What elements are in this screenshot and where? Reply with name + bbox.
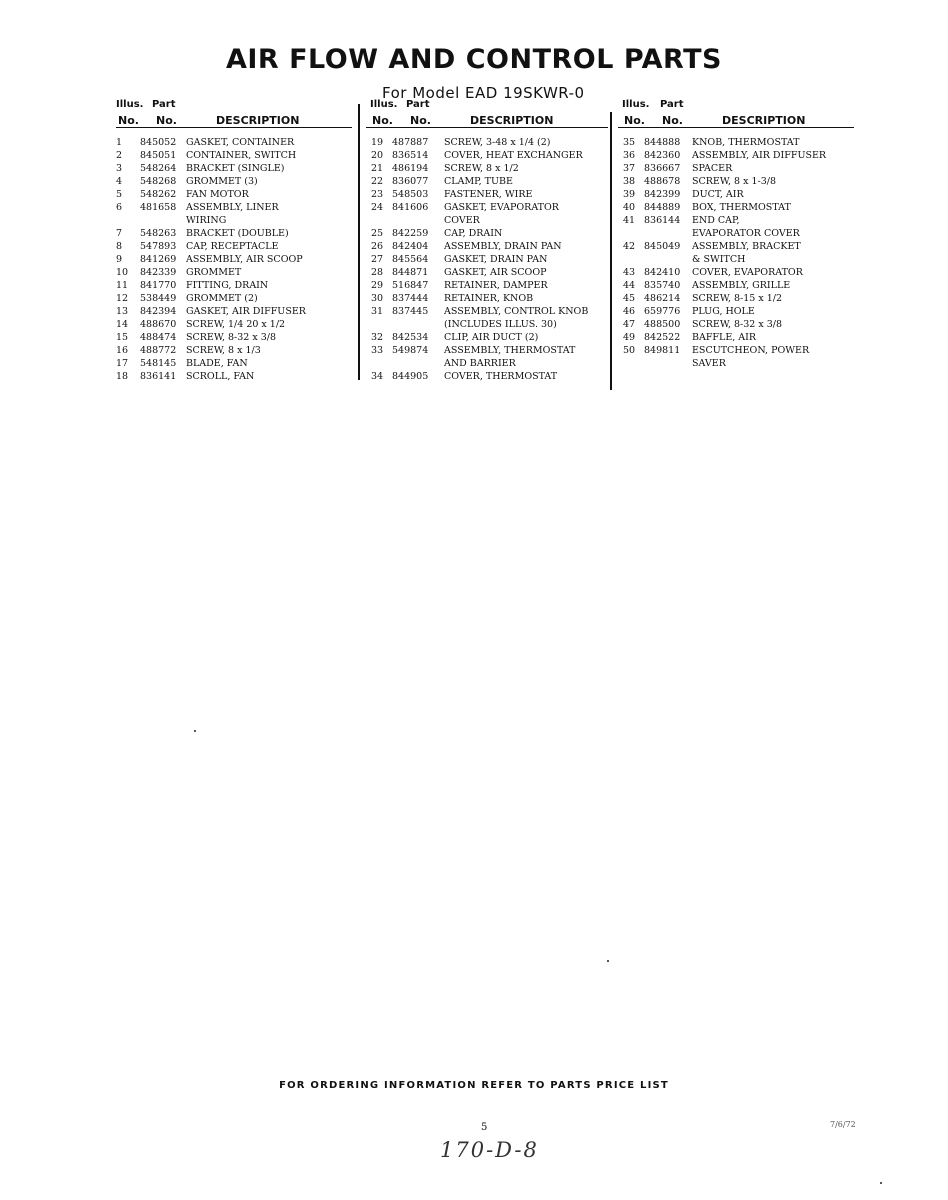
parts-row [366, 214, 608, 227]
parts-row [618, 279, 854, 292]
part-number: 845049 [644, 241, 681, 252]
part-number: 842360 [644, 150, 681, 161]
part-description: SCREW, 8-32 x 3/8 [186, 332, 277, 343]
part-description: GROMMET (3) [186, 176, 258, 187]
illus-number: 16 [116, 345, 129, 356]
part-description: CAP, RECEPTACLE [186, 241, 279, 252]
part-description: FAN MOTOR [186, 189, 249, 200]
scan-speck [194, 730, 196, 732]
parts-row [618, 188, 854, 201]
part-description: RETAINER, DAMPER [444, 280, 548, 291]
illus-number: 2 [116, 150, 123, 161]
part-description: ESCUTCHEON, POWER [692, 345, 810, 356]
part-number: 849811 [644, 345, 681, 356]
part-description: SCREW, 3-48 x 1/4 (2) [444, 137, 551, 148]
part-description: GASKET, CONTAINER [186, 137, 295, 148]
illus-header: Illus. [370, 99, 398, 110]
illus-number: 31 [370, 306, 384, 317]
page-number: 5 [481, 1122, 488, 1133]
part-description: CLIP, AIR DUCT (2) [444, 332, 539, 343]
part-description: SCREW, 8-32 x 3/8 [692, 319, 783, 330]
parts-row [618, 201, 854, 214]
parts-row [366, 188, 608, 201]
part-number: 842259 [392, 228, 429, 239]
parts-row [366, 266, 608, 279]
parts-row [618, 305, 854, 318]
part-number [388, 357, 444, 370]
part-number: 842404 [392, 241, 429, 252]
part-number: 842410 [644, 267, 681, 278]
part-description: GASKET, AIR SCOOP [444, 267, 547, 278]
description-header: DESCRIPTION [470, 114, 554, 127]
part-number: 486214 [644, 293, 681, 304]
illus-number: 50 [622, 345, 636, 356]
parts-row [366, 240, 608, 253]
model-subtitle: For Model EAD 19SKWR-0 [382, 84, 585, 102]
part-number: 538449 [140, 293, 177, 304]
illus-number: 9 [116, 254, 123, 265]
illus-number: 32 [370, 332, 384, 343]
part-number: 841770 [140, 280, 177, 291]
part-description: (INCLUDES ILLUS. 30) [444, 319, 557, 330]
part-number: 836077 [392, 176, 429, 187]
part-description: GROMMET (2) [186, 293, 258, 304]
description-header: DESCRIPTION [216, 114, 300, 127]
part-no-header: No. [662, 114, 683, 127]
column-divider-1 [358, 104, 360, 380]
part-description: COVER, THERMOSTAT [444, 371, 558, 382]
illus-number: 47 [622, 319, 636, 330]
part-number: 548268 [140, 176, 177, 187]
illus-number: 36 [622, 150, 636, 161]
illus-number: 29 [370, 280, 384, 291]
illus-number: 20 [370, 150, 384, 161]
part-number: 549874 [392, 345, 429, 356]
parts-row [116, 266, 352, 279]
illus-header: Illus. [116, 99, 144, 110]
parts-row [366, 292, 608, 305]
part-description: BOX, THERMOSTAT [692, 202, 791, 213]
part-number: 836144 [644, 215, 681, 226]
part-number: 836667 [644, 163, 681, 174]
part-description: DUCT, AIR [692, 189, 744, 200]
illus-number: 11 [116, 280, 129, 291]
parts-row [116, 188, 352, 201]
illus-number: 8 [116, 241, 123, 252]
illus-number: 44 [622, 280, 636, 291]
illus-number: 10 [116, 267, 129, 278]
illus-number: 26 [370, 241, 384, 252]
part-header: Part [660, 99, 684, 110]
part-description: ASSEMBLY, GRILLE [692, 280, 791, 291]
part-number: 488772 [140, 345, 177, 356]
parts-row [116, 175, 352, 188]
illus-number: 49 [622, 332, 636, 343]
parts-row [618, 227, 854, 240]
part-number: 842399 [644, 189, 681, 200]
illus-number [366, 357, 388, 370]
part-description: CAP, DRAIN [444, 228, 503, 239]
parts-row [618, 136, 854, 149]
part-description: CLAMP, TUBE [444, 176, 513, 187]
no-header: No. [372, 114, 393, 127]
parts-row [366, 331, 608, 344]
part-number: 844888 [644, 137, 681, 148]
part-description: GASKET, AIR DIFFUSER [186, 306, 306, 317]
part-number: 837444 [392, 293, 429, 304]
header-row-1 [366, 99, 608, 111]
parts-row [366, 305, 608, 318]
parts-row [618, 149, 854, 162]
parts-row [366, 344, 608, 357]
illus-number [618, 227, 640, 240]
part-number: 548264 [140, 163, 177, 174]
header-row-1 [116, 99, 352, 111]
part-number [140, 214, 186, 227]
illus-number: 38 [622, 176, 636, 187]
parts-row [116, 279, 352, 292]
parts-row [116, 227, 352, 240]
part-description: KNOB, THERMOSTAT [692, 137, 800, 148]
parts-row [618, 162, 854, 175]
part-no-header: No. [156, 114, 177, 127]
part-description: SCREW, 1/4 20 x 1/2 [186, 319, 286, 330]
parts-row [116, 344, 352, 357]
header-row-2 [618, 111, 854, 128]
illus-number: 5 [116, 189, 123, 200]
part-description: SCREW, 8-15 x 1/2 [692, 293, 783, 304]
part-description: SCREW, 8 x 1/2 [444, 163, 519, 174]
part-description: WIRING [186, 215, 227, 226]
part-description: GASKET, DRAIN PAN [444, 254, 548, 265]
part-number: 835740 [644, 280, 681, 291]
part-description: BAFFLE, AIR [692, 332, 757, 343]
part-description: SCREW, 8 x 1-3/8 [692, 176, 776, 187]
illus-number: 14 [116, 319, 129, 330]
part-description: ASSEMBLY, AIR SCOOP [186, 254, 303, 265]
parts-row [116, 253, 352, 266]
part-number [640, 253, 692, 266]
part-number [388, 214, 444, 227]
parts-row [116, 214, 352, 227]
parts-row [116, 162, 352, 175]
illus-number: 4 [116, 176, 123, 187]
part-description: END CAP, [692, 215, 740, 226]
parts-row [618, 266, 854, 279]
parts-column-3 [618, 99, 854, 370]
parts-row [116, 331, 352, 344]
part-number: 481658 [140, 202, 177, 213]
part-number: 548263 [140, 228, 177, 239]
illus-number: 42 [622, 241, 636, 252]
part-description: SCREW, 8 x 1/3 [186, 345, 261, 356]
parts-row [618, 214, 854, 227]
part-number [388, 318, 444, 331]
part-number: 547893 [140, 241, 177, 252]
part-number [640, 357, 692, 370]
illus-number: 45 [622, 293, 636, 304]
illus-number [618, 253, 640, 266]
part-description: GROMMET [186, 267, 242, 278]
illus-number [366, 214, 388, 227]
parts-row [366, 162, 608, 175]
illus-number: 7 [116, 228, 123, 239]
illus-number: 40 [622, 202, 636, 213]
part-number: 837445 [392, 306, 429, 317]
part-description: SPACER [692, 163, 733, 174]
part-description: & SWITCH [692, 254, 746, 265]
part-description: GASKET, EVAPORATOR [444, 202, 559, 213]
parts-row [618, 240, 854, 253]
part-number: 845052 [140, 137, 177, 148]
parts-row [366, 279, 608, 292]
illus-number: 35 [622, 137, 636, 148]
scan-speck [607, 960, 609, 962]
illus-number [366, 318, 388, 331]
parts-row [366, 253, 608, 266]
illus-number: 27 [370, 254, 384, 265]
illus-number: 3 [116, 163, 123, 174]
part-number: 844905 [392, 371, 429, 382]
part-description: COVER, EVAPORATOR [692, 267, 803, 278]
illus-number: 37 [622, 163, 636, 174]
parts-row [618, 344, 854, 357]
part-number: 836514 [392, 150, 429, 161]
illus-number: 12 [116, 293, 129, 304]
part-number: 548145 [140, 358, 177, 369]
parts-row [366, 318, 608, 331]
illus-number: 25 [370, 228, 384, 239]
parts-column-1 [116, 99, 352, 383]
part-description: BRACKET (DOUBLE) [186, 228, 289, 239]
part-description: ASSEMBLY, DRAIN PAN [444, 241, 562, 252]
parts-row [116, 201, 352, 214]
parts-row [366, 357, 608, 370]
part-description: COVER [444, 215, 480, 226]
illus-number: 13 [116, 306, 129, 317]
part-number: 488670 [140, 319, 177, 330]
illus-number [618, 357, 640, 370]
part-number: 486194 [392, 163, 429, 174]
part-number: 488500 [644, 319, 681, 330]
scan-speck [880, 1182, 882, 1184]
parts-row [116, 305, 352, 318]
parts-list-3 [618, 136, 854, 370]
part-description: BRACKET (SINGLE) [186, 163, 285, 174]
illus-number: 33 [370, 345, 384, 356]
parts-row [618, 253, 854, 266]
parts-row [366, 227, 608, 240]
parts-row [618, 318, 854, 331]
illus-number: 6 [116, 202, 123, 213]
illus-number: 22 [370, 176, 384, 187]
part-description: EVAPORATOR COVER [692, 228, 800, 239]
ordering-footer: FOR ORDERING INFORMATION REFER TO PARTS PRICE LIST [279, 1080, 669, 1091]
part-number: 842522 [644, 332, 681, 343]
part-number: 487887 [392, 137, 429, 148]
part-description: FASTENER, WIRE [444, 189, 533, 200]
parts-row [116, 240, 352, 253]
part-number: 844871 [392, 267, 429, 278]
illus-number: 23 [370, 189, 384, 200]
no-header: No. [624, 114, 645, 127]
illus-number: 41 [622, 215, 636, 226]
illus-number: 43 [622, 267, 636, 278]
part-number: 842534 [392, 332, 429, 343]
part-number: 842339 [140, 267, 177, 278]
illus-number: 21 [370, 163, 384, 174]
part-number: 659776 [644, 306, 681, 317]
parts-row [366, 175, 608, 188]
parts-list-1 [116, 136, 352, 383]
no-header: No. [118, 114, 139, 127]
parts-row [366, 149, 608, 162]
part-description: ASSEMBLY, LINER [186, 202, 279, 213]
parts-row [116, 357, 352, 370]
illus-number: 28 [370, 267, 384, 278]
part-number: 841606 [392, 202, 429, 213]
part-description: ASSEMBLY, THERMOSTAT [444, 345, 576, 356]
part-number: 548262 [140, 189, 177, 200]
part-number: 841269 [140, 254, 177, 265]
header-row-1 [618, 99, 854, 111]
part-description: ASSEMBLY, AIR DIFFUSER [692, 150, 827, 161]
part-description: FITTING, DRAIN [186, 280, 269, 291]
part-description: CONTAINER, SWITCH [186, 150, 297, 161]
part-number: 845564 [392, 254, 429, 265]
part-number [640, 227, 692, 240]
part-description: SCROLL, FAN [186, 371, 255, 382]
parts-row [116, 136, 352, 149]
parts-row [366, 370, 608, 383]
part-description: COVER, HEAT EXCHANGER [444, 150, 583, 161]
parts-row [618, 331, 854, 344]
part-number: 548503 [392, 189, 429, 200]
part-number: 845051 [140, 150, 177, 161]
part-number: 844889 [644, 202, 681, 213]
part-description: RETAINER, KNOB [444, 293, 534, 304]
illus-number: 46 [622, 306, 636, 317]
part-number: 842394 [140, 306, 177, 317]
part-number: 516847 [392, 280, 429, 291]
part-no-header: No. [410, 114, 431, 127]
parts-row [116, 149, 352, 162]
illus-number: 39 [622, 189, 636, 200]
parts-list-2 [366, 136, 608, 383]
illus-number: 18 [116, 371, 129, 382]
illus-number: 15 [116, 332, 129, 343]
illus-number: 19 [370, 137, 384, 148]
parts-row [116, 318, 352, 331]
part-number: 836141 [140, 371, 177, 382]
part-number: 488474 [140, 332, 177, 343]
parts-row [618, 292, 854, 305]
parts-column-2 [366, 99, 608, 383]
part-number: 488678 [644, 176, 681, 187]
corner-code: 7/6/72 [830, 1120, 856, 1129]
part-description: AND BARRIER [444, 358, 516, 369]
illus-number: 34 [370, 371, 384, 382]
header-row-2 [116, 111, 352, 128]
illus-number [116, 214, 140, 227]
parts-row [366, 201, 608, 214]
illus-number: 17 [116, 358, 129, 369]
illus-number: 30 [370, 293, 384, 304]
handwritten-note: 170-D-8 [440, 1138, 539, 1162]
part-description: SAVER [692, 358, 726, 369]
page-title: AIR FLOW AND CONTROL PARTS [225, 44, 723, 75]
parts-row [618, 357, 854, 370]
part-description: ASSEMBLY, CONTROL KNOB [444, 306, 589, 317]
illus-number: 1 [116, 137, 123, 148]
part-header: Part [152, 99, 176, 110]
part-description: PLUG, HOLE [692, 306, 755, 317]
parts-row [116, 292, 352, 305]
illus-number: 24 [370, 202, 384, 213]
parts-row [618, 175, 854, 188]
column-divider-2 [610, 112, 612, 390]
description-header: DESCRIPTION [722, 114, 806, 127]
illus-header: Illus. [622, 99, 650, 110]
part-description: BLADE, FAN [186, 358, 248, 369]
parts-row [366, 136, 608, 149]
parts-row [116, 370, 352, 383]
part-header: Part [406, 99, 430, 110]
header-row-2 [366, 111, 608, 128]
part-description: ASSEMBLY, BRACKET [692, 241, 801, 252]
